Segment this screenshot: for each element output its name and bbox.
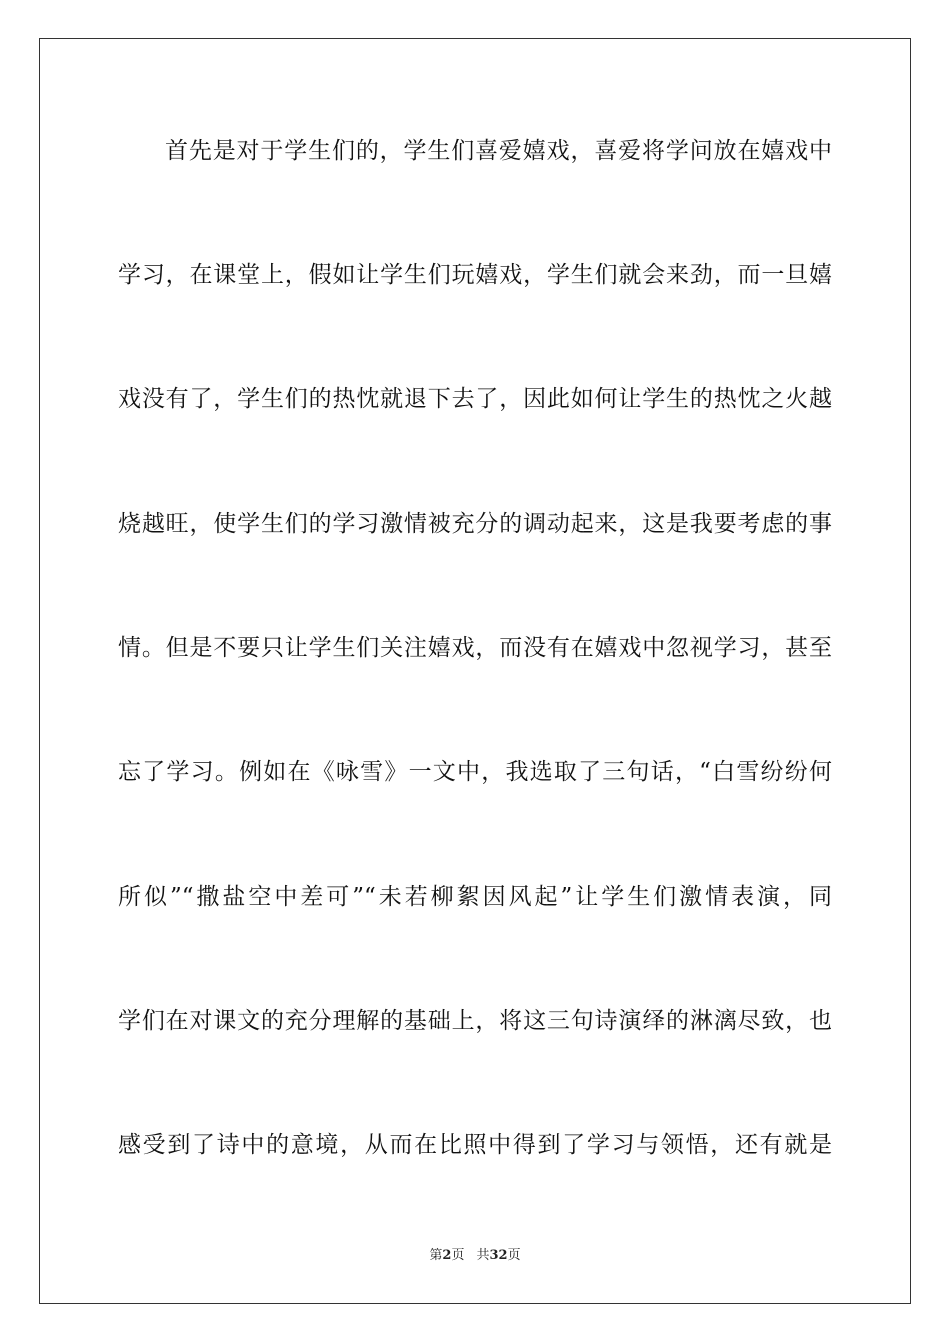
text-line: 首先是对于学生们的，学生们喜爱嬉戏，喜爱将学问放在嬉戏中 <box>165 138 832 164</box>
page-footer <box>0 1246 950 1266</box>
text-line: 学习，在课堂上，假如让学生们玩嬉戏，学生们就会来劲，而一旦嬉 <box>118 262 832 288</box>
total-unit: 页 <box>507 1248 521 1263</box>
total-pages: 32 <box>489 1248 508 1263</box>
text-line: 学们在对课文的充分理解的基础上，将这三句诗演绎的淋漓尽致，也 <box>118 1008 832 1034</box>
text-line: 情。但是不要只让学生们关注嬉戏，而没有在嬉戏中忽视学习，甚至 <box>118 635 832 661</box>
text-line: 戏没有了，学生们的热忱就退下去了，因此如何让学生的热忱之火越 <box>118 386 832 412</box>
page-prefix: 第 <box>429 1248 443 1263</box>
text-line: 烧越旺，使学生们的学习激情被充分的调动起来，这是我要考虑的事 <box>118 511 832 537</box>
page-number: 2 <box>442 1248 452 1263</box>
page-unit: 页 <box>451 1248 465 1263</box>
text-line: 感受到了诗中的意境，从而在比照中得到了学习与领悟，还有就是 <box>118 1132 832 1158</box>
text-line: 所似”“撒盐空中差可”“未若柳絮因风起”让学生们激情表演，同 <box>118 884 832 910</box>
text-line: 忘了学习。例如在《咏雪》一文中，我选取了三句话，“白雪纷纷何 <box>118 759 832 785</box>
total-prefix: 共 <box>476 1248 490 1263</box>
